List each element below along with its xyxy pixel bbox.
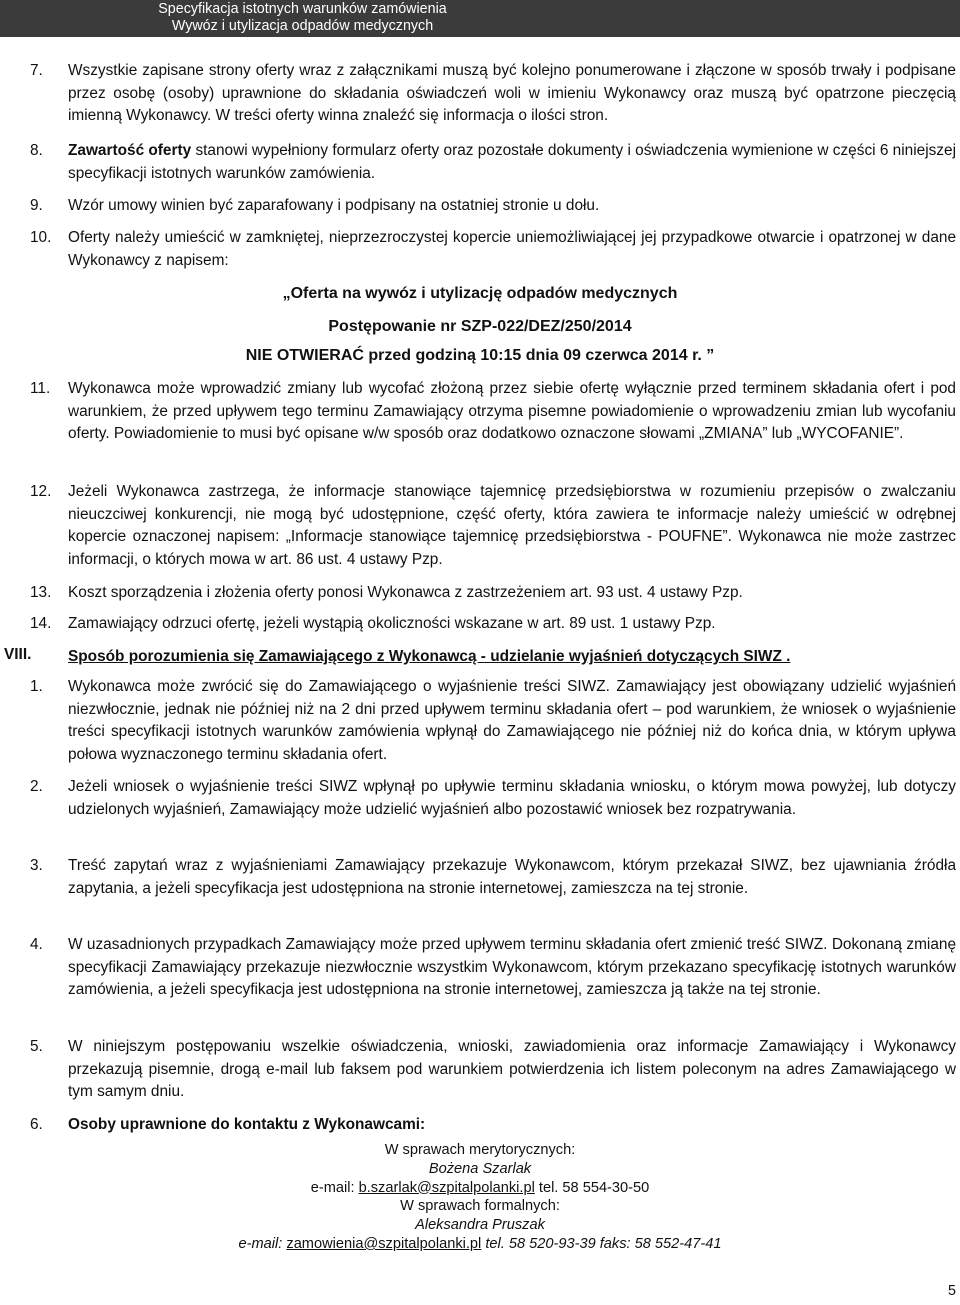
item-bold-lead: Osoby uprawnione do kontaktu z Wykonawcami: (68, 1116, 426, 1133)
envelope-line-2: Postępowanie nr SZP-022/DEZ/250/2014 (328, 318, 632, 335)
item-number: 4. (30, 936, 43, 953)
list-item (30, 776, 956, 821)
item-text: Koszt sporządzenia i złożenia oferty ponosi Wykonawca z zastrzeżeniem art. 93 ust. 4 ustawy Pzp. (68, 584, 743, 601)
item-text: W uzasadnionych przypadkach Zamawiający może przed upływem terminu składania ofert zmienić treść SIWZ. Dokonaną zmianę specyfikacji Zamawiający przekazuje niezwłocznie wszystkim Wykonawcom, którym przekazano specyfikację istotnych warunków zamówienia, a jeżeli specyfikacja jest udostępniona na stronie internetowej, zamieszcza ją także na tej stronie. (68, 936, 956, 998)
item-text: Wykonawca może zwrócić się do Zamawiającego o wyjaśnienie treści SIWZ. Zamawiający jest obowiązany udzielić wyjaśnień niezwłocznie, jednak nie później niż na 2 dni przed upływem terminu składania ofert – pod warunkiem, że wniosek o wyjaśnienie treści specyfikacji istotnych warunków zamówienia wpłynął do Zamawiającego nie później niż do końca dnia, w którym upływa połowa wyznaczonego terminu składania ofert. (68, 678, 956, 763)
item-number: 6. (30, 1116, 43, 1133)
formal-contact-line (0, 1235, 960, 1254)
list-item (30, 227, 956, 272)
section-title: Sposób porozumienia się Zamawiającego z Wykonawcą - udzielanie wyjaśnień dotyczących SIWZ . (68, 648, 791, 665)
item-number: 14. (30, 615, 52, 632)
formal-tel: tel. 58 520-93-39 faks: 58 552-47-41 (481, 1235, 722, 1252)
list-item (30, 60, 956, 128)
list-item (30, 582, 956, 605)
header-text (0, 1, 960, 35)
list-item (30, 378, 956, 446)
envelope-line-1: „Oferta na wywóz i utylizację odpadów medycznych (282, 285, 678, 302)
formal-email-link[interactable]: zamowienia@szpitalpolanki.pl (286, 1235, 482, 1252)
item-number: 9. (30, 197, 43, 214)
item-number: 1. (30, 678, 43, 695)
item-number: 3. (30, 857, 43, 874)
item-number: 2. (30, 778, 43, 795)
list-item (30, 1036, 956, 1104)
merit-email-prefix: e-mail: (310, 1179, 359, 1196)
item-text: Wszystkie zapisane strony oferty wraz z załącznikami muszą być kolejno ponumerowane i złączone w sposób trwały i podpisane przez osobę (osoby) uprawnione do składania oświadczeń woli w imieniu Wykonawcy oraz muszą być opatrzone pieczęcią imienną Wykonawcy. W treści oferty winna znaleźć się informacja o ilości stron. (68, 62, 956, 124)
list-item (30, 481, 956, 571)
envelope-line-3: NIE OTWIERAĆ przed godziną 10:15 dnia 09 czerwca 2014 r. ” (245, 347, 715, 364)
merit-name: Bożena Szarlak (428, 1160, 532, 1177)
item-text: W niniejszym postępowaniu wszelkie oświadczenia, wnioski, zawiadomienia oraz informacje Zamawiający i Wykonawcy przekazują pisemnie, drogą e-mail lub faksem pod warunkiem potwierdzenia ich listem poleconym na adres Zamawiającego w tym samym dniu. (68, 1038, 956, 1100)
list-item (30, 676, 956, 766)
list-item (30, 613, 956, 636)
merit-email-link[interactable]: b.szarlak@szpitalpolanki.pl (358, 1179, 535, 1196)
item-number: 12. (30, 483, 52, 500)
header-line-1: Specyfikacja istotnych warunków zamówienia (158, 1, 447, 17)
item-text: Oferty należy umieścić w zamkniętej, nieprzezroczystej kopercie uniemożliwiającej jej przypadkowe otwarcie i opatrzonej w dane Wykonawcy z napisem: (68, 229, 956, 269)
item-text: Zamawiający odrzuci ofertę, jeżeli wystąpią okoliczności wskazane w art. 89 ust. 1 ustawy Pzp. (68, 615, 716, 632)
item-bold-lead: Zawartość oferty (68, 142, 192, 159)
formal-email-prefix: e-mail: (238, 1235, 287, 1252)
item-text: stanowi wypełniony formularz oferty oraz pozostałe dokumenty i oświadczenia wymienione w części 6 niniejszej specyfikacji istotnych warunków zamówienia. (68, 142, 956, 182)
section-number: VIII. (4, 646, 32, 663)
item-number: 8. (30, 142, 43, 159)
contact-block (0, 1141, 960, 1254)
item-number: 13. (30, 584, 52, 601)
list-item (30, 140, 956, 185)
item-text: Treść zapytań wraz z wyjaśnieniami Zamawiający przekazuje Wykonawcom, którym przekazał SIWZ, bez ujawniania źródła zapytania, a jeżeli specyfikacja jest udostępniona na stronie internetowej, zamieszcza na tej stronie. (68, 857, 956, 897)
item-number: 5. (30, 1038, 43, 1055)
item-text: Wzór umowy winien być zaparafowany i podpisany na ostatniej stronie u dołu. (68, 197, 600, 214)
header-line-2: Wywóz i utylizacja odpadów medycznych (171, 18, 434, 34)
formal-name: Aleksandra Pruszak (415, 1217, 545, 1234)
list-item (30, 855, 956, 900)
item-text: Jeżeli Wykonawca zastrzega, że informacje stanowiące tajemnicę przedsiębiorstwa w rozumieniu przepisów o zwalczaniu nieuczciwej konkurencji, nie mogą być udostępnione, część oferty, która zawiera te informacje należy umieścić w odrębnej kopercie oznaczonej napisem: „Informacje stanowiące tajemnicę przedsiębiorstwa - POUFNE”. Wykonawca nie może zastrzec informacji, o których mowa w art. 86 ust. 4 ustawy Pzp. (68, 483, 956, 568)
merit-tel: tel. 58 554-30-50 (534, 1179, 650, 1196)
list-item (30, 195, 956, 218)
page-number: 5 (948, 1283, 956, 1299)
item-text: Wykonawca może wprowadzić zmiany lub wycofać złożoną przez siebie ofertę wyłącznie przed terminem składania ofert i pod warunkiem, że przed upływem tego terminu Zamawiający otrzyma pisemne powiadomienie o wprowadzeniu zmian lub wycofaniu oferty. Powiadomienie to musi być opisane w/w sposób oraz dodatkowo oznaczone słowami „ZMIANA” lub „WYCOFANIE”. (68, 380, 956, 442)
list-item (30, 1114, 956, 1137)
item-text: Jeżeli wniosek o wyjaśnienie treści SIWZ wpłynął po upływie terminu składania wniosku, o którym mowa powyżej, lub dotyczy udzielonych wyjaśnień, Zamawiający może udzielić wyjaśnień albo pozostawić wniosek bez rozpatrywania. (68, 778, 956, 818)
item-number: 11. (30, 380, 51, 397)
page-header (0, 0, 960, 37)
item-number: 7. (30, 62, 43, 79)
item-number: 10. (30, 229, 52, 246)
merit-label: W sprawach merytorycznych: (384, 1142, 576, 1158)
formal-label: W sprawach formalnych: (400, 1198, 560, 1215)
list-item (30, 934, 956, 1002)
merit-contact-line (0, 1179, 960, 1198)
